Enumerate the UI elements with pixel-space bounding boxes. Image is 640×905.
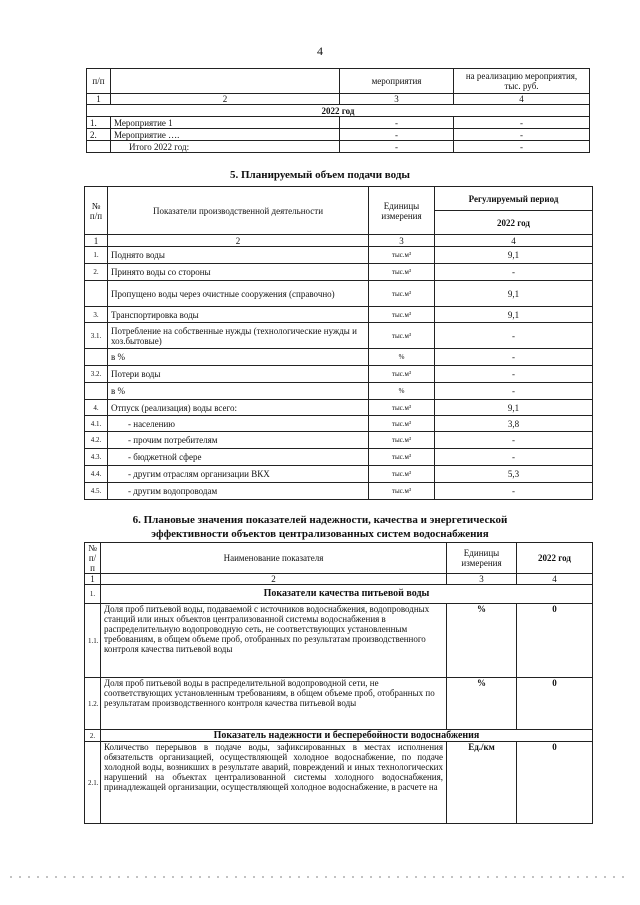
table-row: 1. Поднято воды тыс.м³ 9,1	[85, 247, 593, 264]
table-row: 4. Отпуск (реализация) воды всего: тыс.м³ 9,1	[85, 400, 593, 416]
table-row: 3.2. Потери воды тыс.м³ -	[85, 366, 593, 383]
group-header-row: 2. Показатель надежности и бесперебойности водоснабжения	[85, 730, 593, 742]
col-indicator-header: Показатели производственной деятельности	[108, 187, 369, 235]
col-index: 4	[454, 94, 590, 105]
page-number: 4	[317, 44, 323, 58]
col-index: 3	[340, 94, 454, 105]
total-row: Итого 2022 год: - -	[87, 141, 590, 153]
table-row: Пропущено воды через очистные сооружения (справочно) тыс.м³ 9,1	[85, 281, 593, 307]
col-indicator-header: Наименование показателя	[101, 543, 447, 574]
table-row: 4.5. - другим водопроводам тыс.м³ -	[85, 483, 593, 500]
col-year-header: 2022 год	[435, 211, 593, 235]
table-row: 3. Транспортировка воды тыс.м³ 9,1	[85, 307, 593, 323]
col-year-header: 2022 год	[517, 543, 593, 574]
section-6-title-line1: 6. Плановые значения показателей надежности, качества и энергетической	[132, 514, 508, 526]
indicators-table: № п/п Наименование показателя Единицы измерения 2022 год 1 2 3 4 1. Показатели качества питьевой воды 1.1. Доля проб питьевой воды, подаваемой с источников водоснабжения, водопроводных станций или иных объектов централизованной системы водоснабжения в распределительную водопроводную сеть, не соответствующих установленным требованиям, в общем объеме проб, отобранных по результатам производственного контроля качества питьевой воды % 0 1.2. Доля проб питьевой воды в распределительной водопроводной сети, не соответствующих установленным требованиям, в общем объеме проб, отобранных по результатам производственного контроля качества питьевой воды % 0 2. Показатель надежности и бесперебойности водоснабжения 2.1. Количество перерывов в подаче воды, зафиксированных в местах исполнения обязательств организацией, осуществляющей холодное водоснабжение, по подаче холодной воды, возникших в результате аварий, повреждений и иных технологических нарушений на объектах централизованной системы холодного водоснабжения, принадлежащей организации, осуществляющей холодное водоснабжение, в расчете на Ед./км 0	[84, 542, 593, 824]
col-num-header: п/п	[87, 69, 111, 94]
col-period-header: Регулируемый период	[435, 187, 593, 211]
col-num-header: № п/п	[85, 187, 108, 235]
col-unit-header: Единицы измерения	[369, 187, 435, 235]
water-supply-table: № п/п Показатели производственной деятельности Единицы измерения Регулируемый период 2022 год 1 2 3 4 1. Поднято воды тыс.м³ 9,1 2. Принято воды со стороны тыс.м³ - Пропущено воды через очистные сооружения (справочно) тыс.м³ 9,1 3. Транспортировка воды тыс.м³ 9,1 3.1. Потребление на собственные нужды (технологические нужды и хоз.бытовые) тыс.м³ - в % % - 3.2. Потери воды тыс.м³ - в % % - 4. Отпуск (реализация) воды всего: тыс.м³ 9,1 4.1. - населению тыс.м³ 3,8 4.2. - прочим потребителям тыс.м³ - 4.3. - бюджетной сфере тыс.м³ - 4.4. - другим отраслям организации ВКХ тыс.м³ 5,3 4.5. - другим водопроводам тыс.м³ -	[84, 186, 593, 500]
col-cost-header: на реализацию мероприятия, тыс. руб.	[454, 69, 590, 94]
table-row: 2. Мероприятие …. - -	[87, 129, 590, 141]
col-activity-header: мероприятия	[340, 69, 454, 94]
table-row: 4.3. - бюджетной сфере тыс.м³ -	[85, 449, 593, 466]
col-num-header: № п/п	[85, 543, 101, 574]
col-index: 2	[111, 94, 340, 105]
table-row: 4.1. - населению тыс.м³ 3,8	[85, 416, 593, 432]
table-row: 4.2. - прочим потребителям тыс.м³ -	[85, 432, 593, 449]
table-row: в % % -	[85, 383, 593, 400]
table-row: 1. Мероприятие 1 - -	[87, 117, 590, 129]
year-row: 2022 год	[87, 105, 590, 117]
activities-table	[86, 68, 590, 153]
scan-artifact-dots	[10, 876, 630, 878]
table-row: 1.1. Доля проб питьевой воды, подаваемой с источников водоснабжения, водопроводных станций или иных объектов централизованной системы водоснабжения в распределительную водопроводную сеть, не соответствующих установленным требованиям, в общем объеме проб, отобранных по результатам производственного контроля качества питьевой воды % 0	[85, 604, 593, 678]
group-header-row: 1. Показатели качества питьевой воды	[85, 585, 593, 604]
table-row: 4.4. - другим отраслям организации ВКХ тыс.м³ 5,3	[85, 466, 593, 483]
col-index: 1	[87, 94, 111, 105]
table-row: 2. Принято воды со стороны тыс.м³ -	[85, 264, 593, 281]
section-5-title: 5. Планируемый объем подачи воды	[230, 169, 410, 181]
table-row: 3.1. Потребление на собственные нужды (технологические нужды и хоз.бытовые) тыс.м³ -	[85, 323, 593, 349]
table-row: 1.2. Доля проб питьевой воды в распределительной водопроводной сети, не соответствующих установленным требованиям, в общем объеме проб, отобранных по результатам производственного контроля качества питьевой воды % 0	[85, 678, 593, 730]
section-6-title-line2: эффективности объектов централизованных систем водоснабжения	[151, 528, 489, 540]
table-row: в % % -	[85, 349, 593, 366]
table-row: 2.1. Количество перерывов в подаче воды, зафиксированных в местах исполнения обязательств организацией, осуществляющей холодное водоснабжение, по подаче холодной воды, возникших в результате аварий, повреждений и иных технологических нарушений на объектах централизованной системы холодного водоснабжения, принадлежащей организации, осуществляющей холодное водоснабжение, в расчете на Ед./км 0	[85, 742, 593, 824]
col-unit-header: Единицы измерения	[447, 543, 517, 574]
